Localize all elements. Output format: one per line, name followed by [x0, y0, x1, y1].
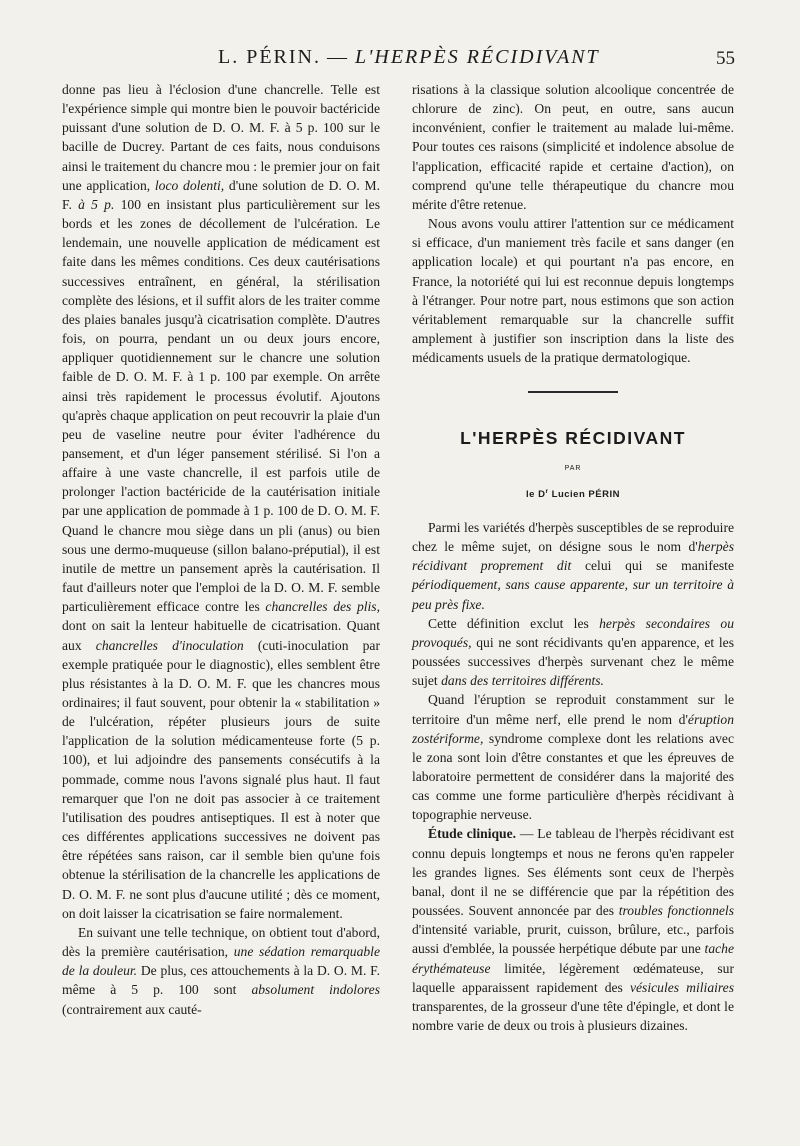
text-run: — Le tableau de l'herpès récidivant est connu depuis longtemps et nous ne ferons qu'en rappeler les grandes lignes. Ses éléments sont ceux de l'herpès banal, dont il ne se différencie que par la répétition des poussées. Souvent annoncée par des	[412, 826, 734, 919]
text-run: 100 en insistant plus particulièrement sur les bords et les zones de décollement de l'ulcération. Le lendemain, une nouvelle application de médicament est faite dans les mêmes conditions. Ces deux cautérisations successives entraînent, en général, la stérilisation complète des lésions, et il suffit alors de les traiter comme des plaies banales jusqu'à cicatrisation complète. D'autres fois, on pourra, pendant un ou deux jours encore, appliquer quotidiennement sur le chancre une solution faible de D. O. M. F. à 1 p. 100 par exemple. On arrête ainsi très rapidement le processus évolutif. Ajoutons qu'après chaque application on peut recouvrir la plaie d'un peu de vaseline neutre pour éviter l'adhérence du pansement, et d'un léger pansement stérilisé. Si l'on a affaire à une vaste chancrelle, il est parfois utile de prolonger l'action bactéricide de la cautérisation initiale par une application de pommade à 1 p. 100 de D. O. M. F. Quand le chancre mou siège dans un pli (anus) ou bien sous une dermo-muqueuse (sillon balano-préputial), il est inutile de mettre un pansement après la cautérisation. Il faut d'ailleurs noter que l'emploi de la D. O. M. F. semble particulièrement efficace contre les	[62, 196, 380, 615]
running-title	[218, 46, 600, 69]
section-divider	[528, 391, 618, 393]
text-run: limitée, légèrement œdémateuse, sur laquelle apparaissent rapidement des	[412, 960, 734, 995]
italic-run: herpès secondaires ou provoqués,	[412, 615, 734, 650]
byline-par: PAR	[564, 464, 582, 472]
text-run: (contrairement aux cauté-	[62, 1001, 202, 1017]
italic-run: dans des territoires différents.	[441, 673, 604, 689]
header-separator: —	[327, 46, 349, 68]
right-column	[412, 80, 734, 1035]
byline-prefix: le D	[526, 488, 546, 500]
italic-run: absolument indolores	[251, 982, 380, 998]
paragraph-zosteriform	[412, 690, 734, 824]
text-run: En suivant une telle technique, on obtient tout d'abord, dès la première cautérisation,	[62, 924, 380, 960]
italic-run: vésicules miliaires	[629, 979, 735, 995]
text-run: dont on sait la lenteur habituelle de cicatrisation. Quant aux	[62, 618, 380, 653]
section-heading: Étude clinique.	[428, 826, 517, 842]
text-run: syndrome complexe dont les relations avec le zona sont loin d'être constantes et que les épreuves de laboratoire permettent de considérer dans la majorité des cas comme une forme particulière d'herpès récidivant à topographie nerveuse.	[412, 730, 734, 823]
text-run: qui ne sont récidivants qu'en apparence, et les poussées successives d'herpès survenant chez le même sujet	[412, 634, 734, 689]
italic-run: herpès récidivant proprement dit	[412, 539, 734, 574]
text-run: celui qui se manifeste	[584, 558, 734, 574]
italic-run: loco dolenti,	[154, 177, 225, 193]
paragraph-technique	[62, 923, 380, 1019]
text-run: d'intensité variable, prurit, cuisson, brûlure, etc., parfois aussi d'emblée, la poussée herpétique débute par une	[412, 922, 734, 957]
byline-author	[412, 482, 734, 504]
italic-run: une sédation remarquable de la douleur.	[62, 944, 380, 979]
byline-name: Lucien PÉRIN	[551, 488, 620, 500]
text-run: transparentes, de la grosseur d'une tête d'épingle, et dont le nombre varie de deux ou trois à plusieurs dizaines.	[412, 998, 734, 1034]
italic-run: périodiquement, sans cause apparente, sur un territoire à peu près fixe.	[412, 577, 734, 612]
paragraph-conclusion: Nous avons voulu attirer l'attention sur ce médicament si efficace, d'un maniement très facile et sans danger (en application locale) et qui pourtant n'a pas encore, en France, la notoriété qui lui est reconnue depuis longtemps à l'étranger. Pour notre part, nous estimons que son action véritablement remarquable sur la chancrelle suffit amplement à justifier son inscription dans la liste des médicaments usuels de la pratique dermatologique.	[412, 216, 734, 366]
text-run: d'une solution de D. O. M. F.	[62, 177, 380, 212]
header-author: L. PÉRIN.	[218, 46, 321, 68]
page-number: 55	[716, 48, 735, 69]
text-run: Quand l'éruption se reproduit constamment sur le territoire d'un même nerf, elle prend le nom d'	[412, 692, 734, 727]
text-run: (cuti-inoculation par exemple pratiquée pour le diagnostic), elles semblent être plus résistantes à la D. O. M. F. que les chancres mous ordinaires; il faut souvent, pour obtenir la « stabilitation » de l'ulcération, répéter plusieurs jours de suite l'application de la solution médicamenteuse forte (5 p. 100), et lui adjoindre des pansements consécutifs à la pommade, comme nous l'avons signalé plus haut. Il faut remarquer que l'on ne doit pas associer à ce traitement l'utilisation des poudres antiseptiques. Il est à noter que ces différentes applications successives ne doivent pas être répétées sans raison, car il semble bien qu'une fois obtenue la stérilisation de la chancrelle les applications de D. O. M. F. ne sont plus d'aucune utilité ; dès ce moment, on doit laisser la cicatrisation se faire normalement.	[62, 637, 380, 921]
paragraph-exclusion	[412, 614, 734, 691]
text-run: donne pas lieu à l'éclosion d'une chancrelle. Telle est l'expérience simple qui montre bien le pouvoir bactéricide puissant d'une solution de D. O. M. F. à 5 p. 100 sur le bacille de Ducrey. Partant de ces faits, nous conduisons ainsi le traitement du chancre mou : le premier jour on fait une application,	[62, 82, 380, 193]
italic-run: à 5 p.	[78, 196, 115, 212]
paragraph-treatment	[62, 80, 380, 923]
italic-run: troubles fonctionnels	[618, 903, 734, 919]
italic-run: tache érythémateuse	[412, 941, 734, 976]
italic-run: chancrelles des plis,	[265, 599, 380, 615]
paragraph-definition	[412, 518, 734, 614]
left-column	[62, 80, 380, 1019]
text-run: Parmi les variétés d'herpès susceptibles de se reproduire chez le même sujet, on désigne sous le nom d'	[412, 519, 734, 555]
text-run: De plus, ces attouchements à la D. O. M. F. même à 5 p. 100 sont	[62, 963, 380, 998]
article-title: L'HERPÈS RÉCIDIVANT	[460, 428, 686, 449]
italic-run: chancrelles d'inoculation	[95, 637, 244, 653]
paragraph-clinical-study	[412, 824, 734, 1035]
byline-sup: r	[545, 487, 549, 495]
text-run: Cette définition exclut les	[428, 615, 589, 631]
running-head	[0, 42, 800, 82]
italic-run: éruption zostériforme,	[412, 711, 734, 746]
header-short-title: L'HERPÈS RÉCIDIVANT	[355, 46, 600, 68]
paragraph-continuation: risations à la classique solution alcoolique concentrée de chlorure de zinc). On peut, en outre, sans aucun inconvénient, confier le traitement au malade lui-même. Pour toutes ces raisons (simplicité et indolence absolue de l'application, efficacité rapide et certaine d'action), on comprend qu'une telle thérapeutique du chancre mou mérite d'être retenue.	[412, 82, 734, 212]
